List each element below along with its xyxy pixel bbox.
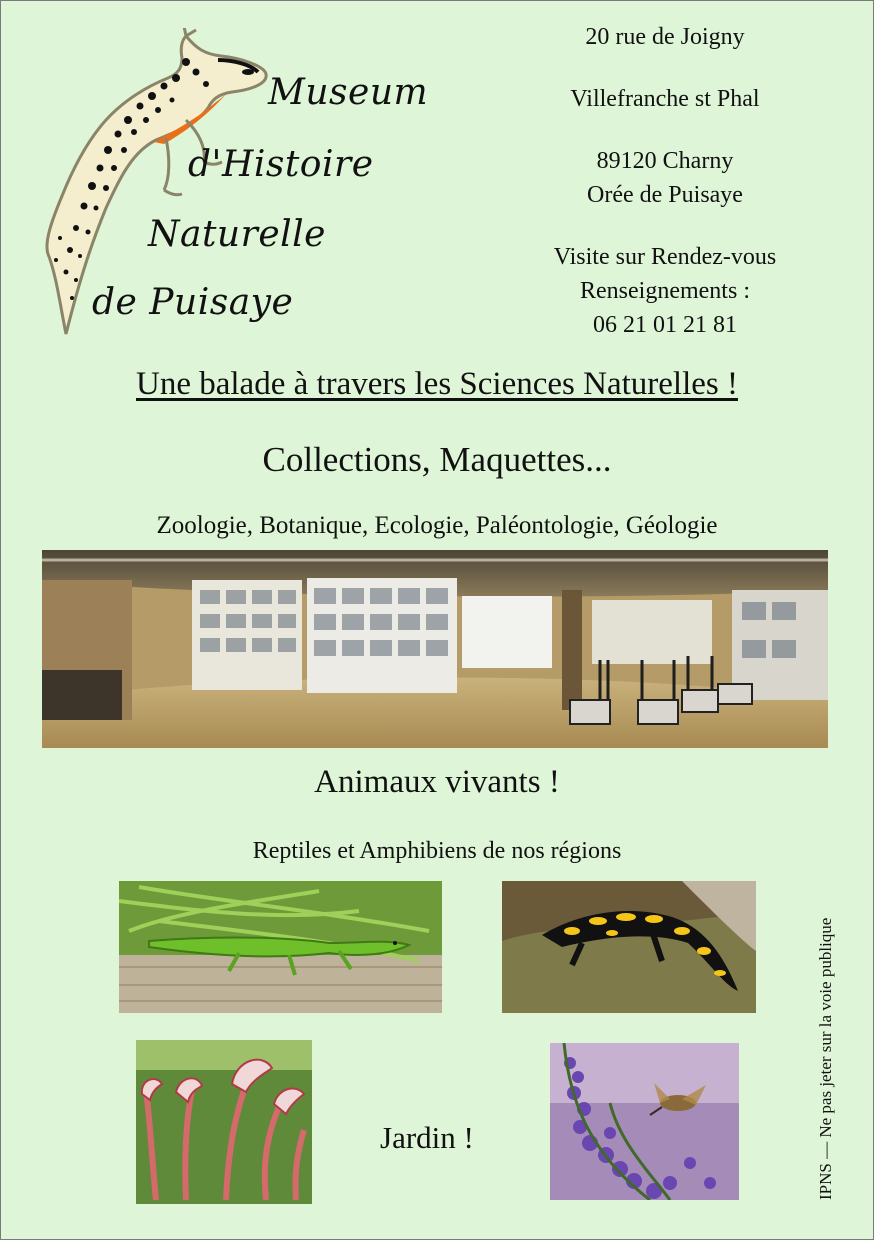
logo-title-line-2: d'Histoire (188, 144, 374, 185)
address-area: Orée de Puisaye (587, 182, 743, 208)
info-label: Renseignements : (580, 278, 750, 304)
phone-number: 06 21 01 21 81 (593, 312, 737, 338)
hummingbird-moth-photo (550, 1043, 739, 1200)
ipns-side-note: IPNS — Ne pas jeter sur la voie publique (816, 917, 835, 1200)
pitcher-plant-photo (136, 1040, 312, 1204)
address-postcode-city: 89120 Charny (596, 148, 734, 174)
logo-title-line-1: Museum (268, 72, 429, 113)
live-animals-heading: Animaux vivants ! (314, 764, 560, 800)
logo-title-line-4: de Puisaye (92, 282, 294, 323)
museum-panorama-photo (42, 550, 828, 748)
collections-subjects: Zoologie, Botanique, Ecologie, Paléontologie, Géologie (156, 512, 718, 539)
address-town: Villefranche st Phal (570, 86, 760, 112)
visit-info: Visite sur Rendez-vous (553, 244, 777, 270)
live-animals-subheading: Reptiles et Amphibiens de nos régions (252, 838, 622, 864)
address-street: 20 rue de Joigny (585, 24, 745, 50)
fire-salamander-photo (502, 881, 756, 1013)
garden-heading: Jardin ! (380, 1120, 474, 1155)
collections-heading: Collections, Maquettes... (262, 440, 612, 479)
logo-title-line-3: Naturelle (148, 214, 326, 255)
tagline: Une balade à travers les Sciences Naturelles ! (136, 366, 738, 402)
green-lizard-photo (119, 881, 442, 1013)
